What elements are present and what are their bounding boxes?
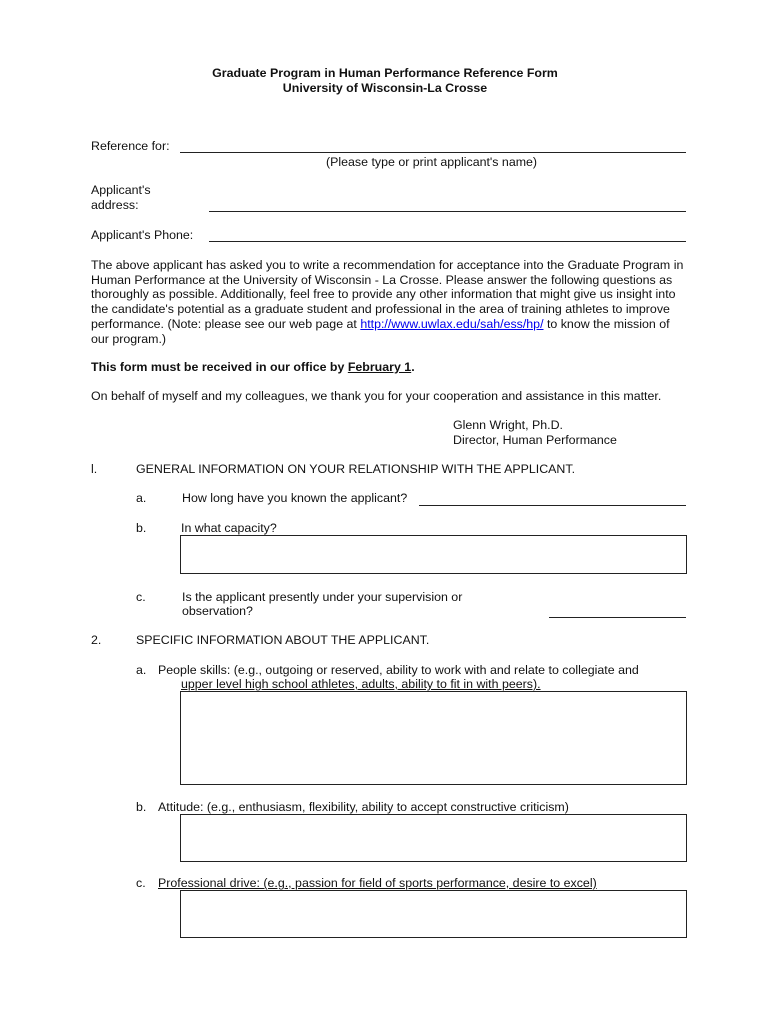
q2b-text: Attitude: (e.g., enthusiasm, flexibility, ability to accept constructive criticism) (158, 800, 569, 814)
people-skills-input-box[interactable] (180, 691, 687, 785)
signature-title: Director, Human Performance (453, 433, 617, 447)
intro-paragraph (91, 258, 687, 346)
address-label-line2: address: (91, 198, 139, 212)
intro-text-end: to know the mission of our program.) (91, 316, 670, 346)
phone-label: Applicant's Phone: (91, 228, 194, 242)
q1c-text-line2: observation? (182, 604, 253, 618)
reference-for-label: Reference for: (91, 139, 170, 153)
program-web-link[interactable]: http://www.uwlax.edu/sah/ess/hp/ (360, 316, 544, 331)
university-name: University of Wisconsin-La Crosse (282, 81, 488, 95)
form-title: Graduate Program in Human Performance Reference Form (212, 66, 558, 80)
section1-heading: GENERAL INFORMATION ON YOUR RELATIONSHIP WITH THE APPLICANT. (136, 462, 576, 476)
known-duration-field[interactable] (419, 505, 686, 506)
attitude-input-box[interactable] (180, 814, 687, 862)
section2-heading: SPECIFIC INFORMATION ABOUT THE APPLICANT. (136, 633, 430, 647)
q1a-text: How long have you known the applicant? (182, 491, 408, 505)
intro-text: The above applicant has asked you to write a recommendation for acceptance into the Graduate Program in Human Performance at the University of Wisconsin - La Crosse. Please answer the following questions as thoroughly as possible. Additionally, feel free to provide any other information that might give us insight into the candidate's potential as a graduate student and professional in the area of training athletes to improve performance. (Note: please see our web page at (91, 258, 684, 331)
section2-number: 2. (91, 633, 102, 647)
name-hint: (Please type or print applicant's name) (326, 155, 538, 169)
q2b-letter: b. (136, 800, 147, 814)
section1-number: l. (91, 462, 98, 476)
q1b-letter: b. (136, 521, 147, 535)
q1c-text-line1: Is the applicant presently under your supervision or (182, 590, 463, 604)
q2c-letter: c. (136, 876, 146, 890)
q2a-text-line1: People skills: (e.g., outgoing or reserved, ability to work with and relate to collegiate and (158, 663, 639, 677)
deadline-prefix: This form must be received in our office by (91, 360, 348, 374)
deadline-date: February 1 (347, 360, 412, 374)
q2c-text: Professional drive: (e.g., passion for field of sports performance, desire to excel) (158, 876, 597, 890)
thanks-text: On behalf of myself and my colleagues, we thank you for your cooperation and assistance in this matter. (91, 389, 662, 403)
phone-field[interactable] (209, 241, 686, 242)
q1b-text: In what capacity? (181, 521, 277, 535)
address-field[interactable] (209, 211, 686, 212)
deadline-suffix: . (411, 360, 415, 374)
capacity-input-box[interactable] (180, 535, 687, 574)
supervision-field[interactable] (549, 617, 686, 618)
q1c-letter: c. (136, 590, 146, 604)
professional-drive-input-box[interactable] (180, 890, 687, 938)
deadline-notice (91, 360, 415, 375)
q2a-text-line2: upper level high school athletes, adults, ability to fit in with peers). (181, 677, 541, 691)
reference-for-field[interactable] (180, 152, 686, 153)
address-label-line1: Applicant's (91, 183, 151, 197)
q1a-letter: a. (136, 491, 147, 505)
signature-name: Glenn Wright, Ph.D. (453, 418, 563, 432)
q2a-letter: a. (136, 663, 147, 677)
